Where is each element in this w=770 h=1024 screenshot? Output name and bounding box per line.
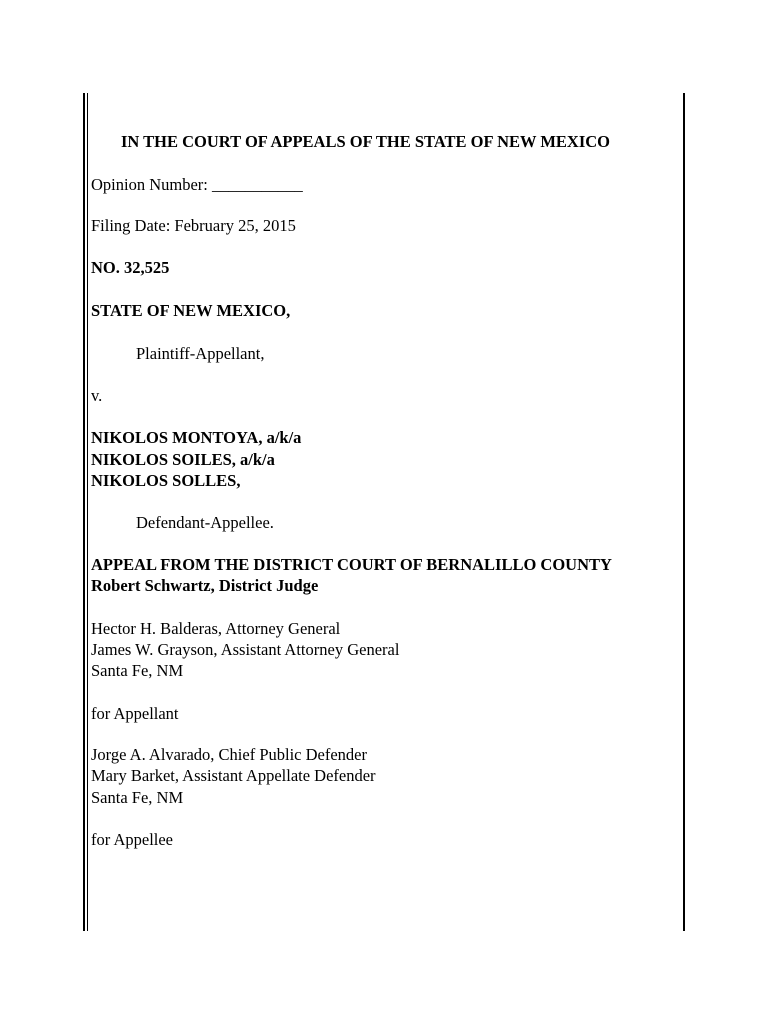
defendant-name-3: NIKOLOS SOLLES,: [91, 471, 241, 490]
for-appellant: for Appellant: [91, 704, 179, 723]
appellee-counsel-line-3: Santa Fe, NM: [91, 788, 184, 807]
left-margin-rule-inner: [87, 93, 88, 931]
plaintiff-role: Plaintiff-Appellant,: [136, 344, 265, 363]
defendant-name-2: NIKOLOS SOILES, a/k/a: [91, 450, 275, 469]
right-margin-rule: [683, 93, 685, 931]
plaintiff-name: STATE OF NEW MEXICO,: [91, 301, 291, 320]
opinion-number: Opinion Number: ___________: [91, 175, 303, 194]
defendant-name-1: NIKOLOS MONTOYA, a/k/a: [91, 428, 302, 447]
appellee-counsel-line-1: Jorge A. Alvarado, Chief Public Defender: [91, 745, 368, 764]
case-number: NO. 32,525: [91, 258, 170, 277]
appellant-counsel-line-1: Hector H. Balderas, Attorney General: [91, 619, 341, 638]
appellant-counsel-line-2: James W. Grayson, Assistant Attorney General: [91, 640, 400, 659]
district-judge: Robert Schwartz, District Judge: [91, 576, 319, 595]
left-margin-rule-outer: [83, 93, 85, 931]
versus: v.: [91, 386, 103, 405]
defendant-role: Defendant-Appellee.: [136, 513, 274, 532]
appeal-heading: APPEAL FROM THE DISTRICT COURT OF BERNALILLO COUNTY: [91, 555, 612, 574]
for-appellee: for Appellee: [91, 830, 174, 849]
appellee-counsel-line-2: Mary Barket, Assistant Appellate Defender: [91, 766, 376, 785]
court-title: IN THE COURT OF APPEALS OF THE STATE OF NEW MEXICO: [121, 132, 611, 151]
appellant-counsel-line-3: Santa Fe, NM: [91, 661, 184, 680]
filing-date: Filing Date: February 25, 2015: [91, 216, 296, 235]
